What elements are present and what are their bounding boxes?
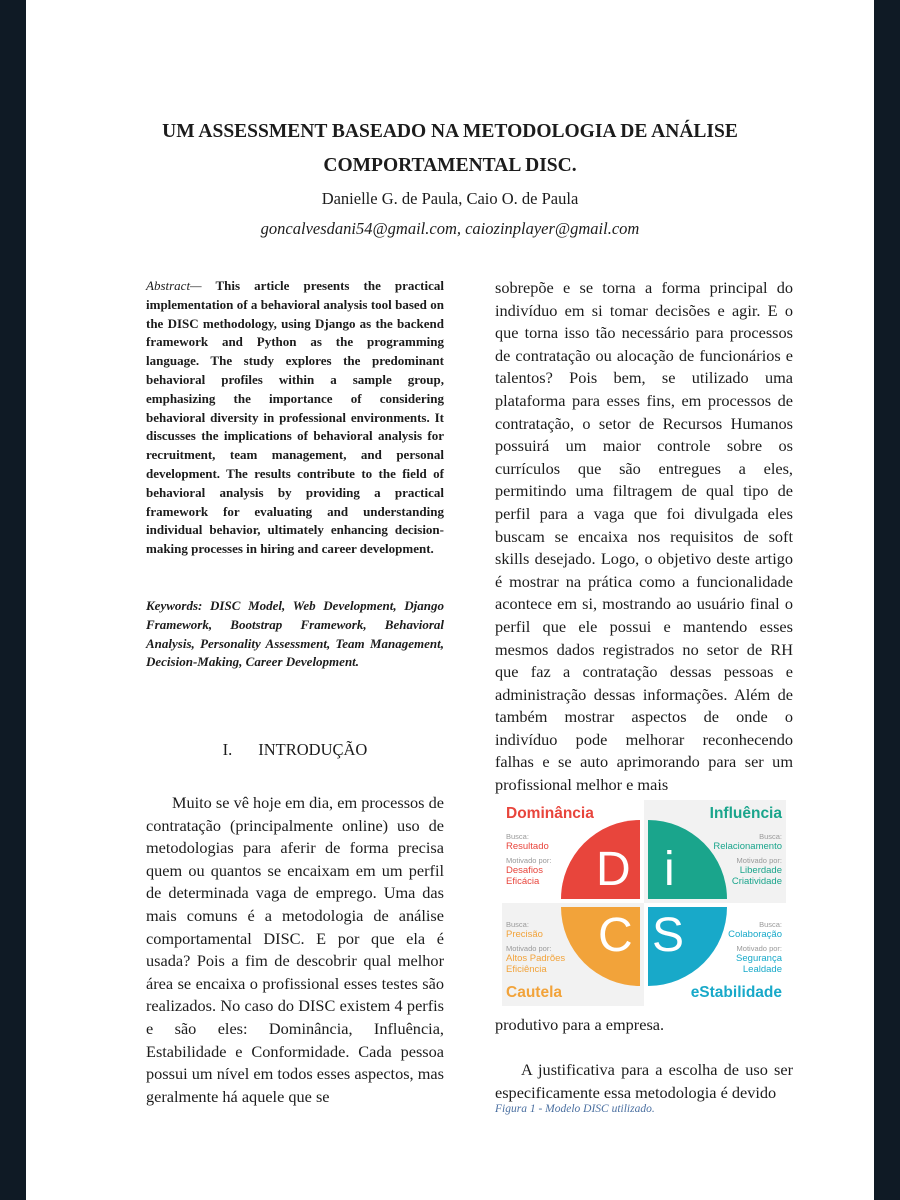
estabilidade-motivado-2: Lealdade <box>742 964 782 976</box>
dominancia-title: Dominância <box>506 805 594 822</box>
cautela-motivado-1: Altos Padrões <box>506 953 566 965</box>
influencia-title: Influência <box>709 805 782 822</box>
influencia-motivado-label: Motivado por: <box>736 856 782 866</box>
intro-paragraph: Muito se vê hoje em dia, em processos de contratação (principalmente online) uso de metodologias para aferir de forma precisa quem ou quantos se encaixam em um perfil de determinada vaga de emprego. Uma das mais comuns é a metodologia de análise comportamental DISC. E por que ela é usada? Pois a fim de descobrir qual melhor área se encaixa o profissional esses testes são realizados. No caso do DISC existem 4 perfis e são eles: Dominância, Influência, Estabilidade e Conformidade. Cada pessoa possui um nível em todos esses aspectos, mas geralmente há aquele que se <box>146 793 444 1106</box>
influencia-busca-label: Busca: <box>759 832 782 841</box>
influencia-motivado-1: Liberdade <box>739 865 782 877</box>
estabilidade-busca-label: Busca: <box>759 920 782 929</box>
authors: Danielle G. de Paula, Caio O. de Paula <box>321 189 579 208</box>
dominancia-motivado-label: Motivado por: <box>506 856 552 866</box>
dominancia-busca: Resultado <box>506 841 549 852</box>
section-title: INTRODUÇÃO <box>258 740 368 759</box>
paper-page <box>26 0 874 1200</box>
paper-title-line1: UM ASSESSMENT BASEADO NA METODOLOGIA DE ANÁLISE <box>162 121 738 142</box>
abstract-text: This article presents the practical implementation of a behavioral analysis tool based on the DISC methodology, using Django as the backend framework and Python as the programming language. The study explores the predominant behavioral profiles within a sample group, emphasizing the importance of considering behavioral diversity in professional environments. It discusses the implications of behavioral analysis for recruitment, team management, and personal development. The results contribute to the field of behavioral analysis by providing a practical framework for evaluating and understanding individual behavior, ultimately enhancing decision-making processes in hiring and career development. <box>146 278 444 557</box>
influencia-motivado-2: Criatividade <box>731 876 782 888</box>
disc-letter-i: i <box>664 843 675 896</box>
intro-paragraph-end: produtivo para a empresa. <box>495 1015 665 1034</box>
dominancia-motivado-1: Desafios <box>506 865 543 877</box>
estabilidade-motivado-1: Segurança <box>736 953 782 965</box>
dominancia-details <box>506 832 551 888</box>
dominancia-busca-label: Busca: <box>506 832 529 841</box>
cautela-details <box>506 920 565 976</box>
cautela-motivado-2: Eficiência <box>506 964 547 976</box>
keywords: Keywords: DISC Model, Web Development, Django Framework, Bootstrap Framework, Behavioral Analysis, Personality Assessment, Team Management, Decision-Making, Career Development. <box>146 598 444 670</box>
disc-letter-d: D <box>596 843 631 896</box>
estabilidade-details <box>728 920 782 976</box>
intro-right-column <box>495 277 793 797</box>
abstract-label: Abstract— <box>146 278 202 293</box>
disc-letter-s: S <box>652 909 685 962</box>
author-emails: goncalvesdani54@gmail.com, caiozinplayer@gmail.com <box>260 219 640 238</box>
estabilidade-title: eStabilidade <box>690 984 782 1001</box>
cautela-motivado-label: Motivado por: <box>506 944 552 954</box>
paper-title-line2: COMPORTAMENTAL DISC. <box>323 155 577 176</box>
dominancia-motivado-2: Eficácia <box>506 876 540 888</box>
figure-caption: Figura 1 - Modelo DISC utilizado. <box>495 1103 655 1115</box>
disc-letter-c: C <box>598 909 633 962</box>
intro-left-column <box>146 792 444 1108</box>
estabilidade-motivado-label: Motivado por: <box>736 944 782 954</box>
cautela-busca: Precisão <box>506 929 543 940</box>
section-number: I. <box>222 740 233 759</box>
estabilidade-busca: Colaboração <box>728 929 782 940</box>
abstract <box>146 277 444 559</box>
disc-figure <box>502 800 786 1006</box>
justification-column <box>495 1059 793 1104</box>
influencia-busca: Relacionamento <box>713 841 782 852</box>
influencia-details <box>713 832 782 888</box>
section-heading <box>146 740 444 760</box>
cautela-busca-label: Busca: <box>506 920 529 929</box>
cautela-title: Cautela <box>506 984 562 1001</box>
justification-paragraph: A justificativa para a escolha de uso ser especificamente essa metodologia é devido <box>495 1060 793 1102</box>
intro-paragraph-continued: sobrepõe e se torna a forma principal do indivíduo em si tomar decisões e agir. E o que torna isso tão necessário para processos de contratação ou alocação de funcionários e talentos? Pois bem, se utilizado uma plataforma para esses fins, em processos de contratação, o setor de Recursos Humanos possuirá um maior controle sobre os currículos que são entregues a eles, permitindo uma filtragem de qual tipo de perfil para a vaga que foi divulgada eles buscam se encaixa nos requisitos de soft skills desejado. Logo, o objetivo deste artigo é mostrar na prática como a funcionalidade acontece em si, mostrando ao usuário final o perfil que ele possui e mantendo esses mesmos dados registrados no setor de RH que faz a contratação dessas pessoas e administração dessas informações. Além de também mostrar aspectos de onde o indivíduo pode melhorar reconhecendo falhas e se auto aprimorando para ser um profissional melhor e mais <box>495 278 793 795</box>
